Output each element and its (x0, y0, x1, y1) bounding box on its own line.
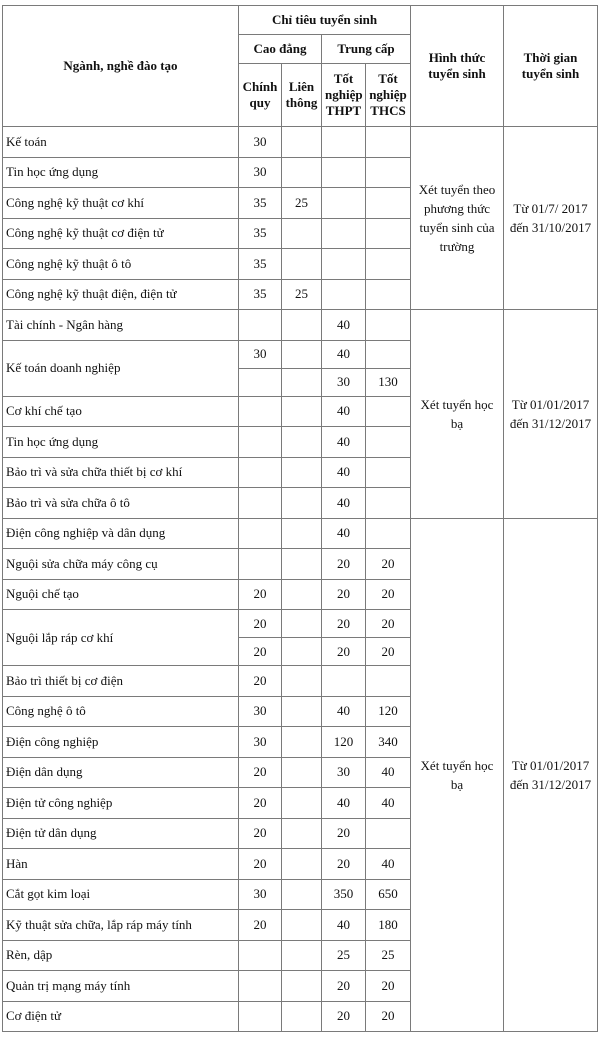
quota-transfer (282, 910, 322, 941)
major-name: Công nghệ kỹ thuật cơ khí (3, 188, 239, 219)
quota-regular: 20 (239, 579, 282, 610)
quota-thpt (322, 249, 366, 280)
quota-regular: 20 (239, 638, 282, 666)
quota-regular (239, 368, 282, 396)
quota-regular: 20 (239, 818, 282, 849)
quota-thcs (366, 279, 411, 310)
header-regular: Chính quy (239, 64, 282, 127)
major-name: Rèn, dập (3, 940, 239, 971)
quota-regular (239, 518, 282, 549)
major-name: Kỹ thuật sửa chữa, lắp ráp máy tính (3, 910, 239, 941)
major-name: Tin học ứng dụng (3, 427, 239, 458)
quota-transfer (282, 940, 322, 971)
quota-regular (239, 427, 282, 458)
quota-transfer (282, 727, 322, 758)
major-name: Cơ điện tử (3, 1001, 239, 1032)
quota-thcs (366, 340, 411, 368)
quota-thpt: 20 (322, 1001, 366, 1032)
quota-regular: 35 (239, 218, 282, 249)
quota-thpt (322, 157, 366, 188)
quota-transfer (282, 879, 322, 910)
major-name: Điện công nghiệp và dân dụng (3, 518, 239, 549)
header-grad-thcs: Tốt nghiệp THCS (366, 64, 411, 127)
quota-thpt: 20 (322, 610, 366, 638)
major-name: Kế toán (3, 127, 239, 158)
quota-transfer (282, 579, 322, 610)
quota-thcs: 20 (366, 638, 411, 666)
admission-method: Xét tuyển học bạ (411, 518, 504, 1032)
admission-method: Xét tuyển học bạ (411, 310, 504, 519)
quota-regular: 35 (239, 279, 282, 310)
quota-transfer (282, 849, 322, 880)
quota-thcs: 650 (366, 879, 411, 910)
major-name: Cắt gọt kim loại (3, 879, 239, 910)
major-name: Nguội sửa chữa máy công cụ (3, 549, 239, 580)
quota-thcs (366, 427, 411, 458)
header-quota: Chỉ tiêu tuyển sinh (239, 6, 411, 35)
quota-thpt (322, 188, 366, 219)
quota-thpt (322, 666, 366, 697)
quota-thcs: 130 (366, 368, 411, 396)
major-name: Hàn (3, 849, 239, 880)
quota-transfer (282, 396, 322, 427)
quota-transfer (282, 549, 322, 580)
quota-thcs (366, 249, 411, 280)
quota-thcs: 20 (366, 549, 411, 580)
header-majors: Ngành, nghề đào tạo (3, 6, 239, 127)
quota-thcs (366, 218, 411, 249)
table-row (3, 127, 598, 158)
quota-thcs (366, 818, 411, 849)
major-name: Công nghệ kỹ thuật ô tô (3, 249, 239, 280)
quota-thcs: 40 (366, 788, 411, 819)
quota-thpt: 120 (322, 727, 366, 758)
quota-regular: 20 (239, 610, 282, 638)
major-name: Kế toán doanh nghiệp (3, 340, 239, 396)
quota-regular: 20 (239, 666, 282, 697)
quota-thpt: 20 (322, 579, 366, 610)
quota-thcs: 20 (366, 1001, 411, 1032)
major-name: Tài chính - Ngân hàng (3, 310, 239, 341)
quota-thpt (322, 279, 366, 310)
quota-regular (239, 940, 282, 971)
quota-thcs: 20 (366, 579, 411, 610)
admission-method: Xét tuyển theo phương thức tuyển sinh của trường (411, 127, 504, 310)
major-name: Nguội lắp ráp cơ khí (3, 610, 239, 666)
quota-thcs (366, 127, 411, 158)
quota-transfer (282, 427, 322, 458)
quota-transfer (282, 218, 322, 249)
quota-thcs: 340 (366, 727, 411, 758)
quota-regular: 30 (239, 727, 282, 758)
header-grad-thpt: Tốt nghiệp THPT (322, 64, 366, 127)
admission-time: Từ 01/7/ 2017 đến 31/10/2017 (504, 127, 598, 310)
quota-regular (239, 971, 282, 1002)
quota-thpt: 40 (322, 696, 366, 727)
quota-thpt: 20 (322, 549, 366, 580)
major-name: Điện tử công nghiệp (3, 788, 239, 819)
quota-thpt: 40 (322, 396, 366, 427)
header-transfer: Liên thông (282, 64, 322, 127)
quota-thcs: 40 (366, 757, 411, 788)
quota-transfer (282, 310, 322, 341)
quota-transfer (282, 638, 322, 666)
header-intermediate: Trung cấp (322, 35, 411, 64)
table-row (3, 518, 598, 549)
quota-regular: 30 (239, 127, 282, 158)
major-name: Công nghệ ô tô (3, 696, 239, 727)
quota-thcs: 180 (366, 910, 411, 941)
quota-transfer (282, 249, 322, 280)
quota-thpt: 40 (322, 518, 366, 549)
header-method: Hình thức tuyển sinh (411, 6, 504, 127)
major-name: Công nghệ kỹ thuật cơ điện tử (3, 218, 239, 249)
major-name: Điện công nghiệp (3, 727, 239, 758)
quota-thpt: 20 (322, 971, 366, 1002)
quota-thcs: 20 (366, 610, 411, 638)
quota-transfer (282, 610, 322, 638)
quota-regular: 20 (239, 757, 282, 788)
quota-transfer (282, 666, 322, 697)
quota-thcs (366, 188, 411, 219)
quota-transfer (282, 1001, 322, 1032)
quota-transfer: 25 (282, 188, 322, 219)
quota-thcs (366, 666, 411, 697)
quota-regular (239, 310, 282, 341)
admission-time: Từ 01/01/2017 đến 31/12/2017 (504, 310, 598, 519)
quota-thpt: 40 (322, 910, 366, 941)
quota-regular: 30 (239, 879, 282, 910)
quota-thcs: 20 (366, 971, 411, 1002)
major-name: Điện tử dân dụng (3, 818, 239, 849)
quota-transfer (282, 368, 322, 396)
quota-thcs (366, 457, 411, 488)
major-name: Điện dân dụng (3, 757, 239, 788)
quota-regular: 35 (239, 188, 282, 219)
quota-thpt: 350 (322, 879, 366, 910)
quota-transfer (282, 157, 322, 188)
quota-thcs: 25 (366, 940, 411, 971)
major-name: Bảo trì và sửa chữa thiết bị cơ khí (3, 457, 239, 488)
table-row (3, 310, 598, 341)
quota-regular (239, 1001, 282, 1032)
quota-transfer (282, 518, 322, 549)
quota-regular: 20 (239, 849, 282, 880)
admission-quota-table (2, 5, 598, 1032)
quota-thpt: 40 (322, 310, 366, 341)
quota-regular: 20 (239, 910, 282, 941)
quota-thcs (366, 396, 411, 427)
quota-thpt: 30 (322, 368, 366, 396)
quota-thpt: 20 (322, 818, 366, 849)
quota-thpt: 40 (322, 340, 366, 368)
quota-transfer (282, 488, 322, 519)
quota-thcs: 120 (366, 696, 411, 727)
quota-thpt: 40 (322, 427, 366, 458)
quota-transfer (282, 788, 322, 819)
quota-regular: 30 (239, 340, 282, 368)
quota-regular: 30 (239, 157, 282, 188)
quota-regular (239, 549, 282, 580)
major-name: Công nghệ kỹ thuật điện, điện tử (3, 279, 239, 310)
header-time: Thời gian tuyển sinh (504, 6, 598, 127)
major-name: Cơ khí chế tạo (3, 396, 239, 427)
quota-regular: 20 (239, 788, 282, 819)
header-college: Cao đẳng (239, 35, 322, 64)
quota-thpt: 25 (322, 940, 366, 971)
quota-thpt: 40 (322, 788, 366, 819)
quota-thpt: 40 (322, 457, 366, 488)
major-name: Bảo trì thiết bị cơ điện (3, 666, 239, 697)
quota-thpt: 30 (322, 757, 366, 788)
quota-transfer (282, 696, 322, 727)
quota-thcs (366, 488, 411, 519)
quota-regular (239, 488, 282, 519)
major-name: Quản trị mạng máy tính (3, 971, 239, 1002)
quota-thpt: 20 (322, 638, 366, 666)
quota-thpt (322, 127, 366, 158)
quota-transfer (282, 457, 322, 488)
major-name: Tin học ứng dụng (3, 157, 239, 188)
quota-transfer (282, 127, 322, 158)
quota-regular: 30 (239, 696, 282, 727)
quota-transfer (282, 757, 322, 788)
quota-transfer: 25 (282, 279, 322, 310)
quota-thcs: 40 (366, 849, 411, 880)
quota-transfer (282, 971, 322, 1002)
major-name: Bảo trì và sửa chữa ô tô (3, 488, 239, 519)
quota-transfer (282, 818, 322, 849)
major-name: Nguội chế tạo (3, 579, 239, 610)
quota-transfer (282, 340, 322, 368)
quota-thpt: 40 (322, 488, 366, 519)
quota-thpt (322, 218, 366, 249)
quota-regular (239, 396, 282, 427)
quota-regular: 35 (239, 249, 282, 280)
quota-regular (239, 457, 282, 488)
admission-time: Từ 01/01/2017 đến 31/12/2017 (504, 518, 598, 1032)
quota-thcs (366, 310, 411, 341)
quota-thcs (366, 157, 411, 188)
quota-thcs (366, 518, 411, 549)
quota-thpt: 20 (322, 849, 366, 880)
